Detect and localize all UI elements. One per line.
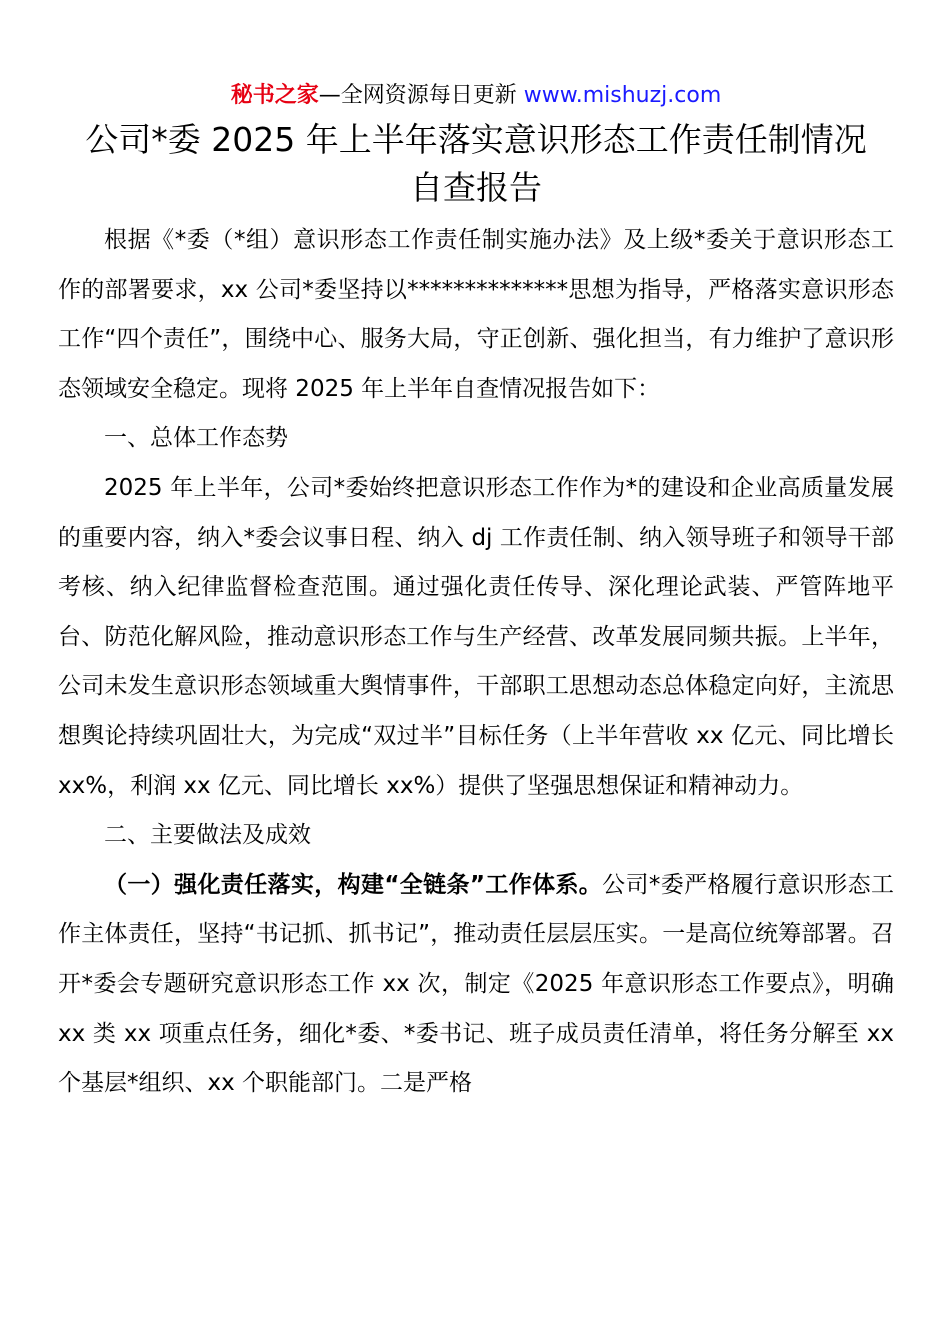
banner-tagline: —全网资源每日更新 xyxy=(318,83,524,108)
document-page xyxy=(58,78,894,1109)
document-title xyxy=(58,116,894,212)
title-line-2: 自查报告 xyxy=(410,168,542,207)
banner-brand: 秘书之家 xyxy=(230,83,319,108)
title-line-1: 公司*委 2025 年上半年落实意识形态工作责任制情况 xyxy=(85,120,867,159)
section-2-heading: 二、主要做法及成效 xyxy=(104,822,311,849)
banner-site-link[interactable]: www.mishuzj.com xyxy=(523,83,722,108)
intro-paragraph: 根据《*委（*组）意识形态工作责任制实施办法》及上级*委关于意识形态工作的部署要求，xx 公司*委坚持以**************思想为指导，严格落实意识形态工作“四个责任”，围绕中心、服务大局，守正创新、强化担当，有力维护了意识形态领域安全稳定。现将 2025 年上半年自查情况报告如下： xyxy=(58,227,894,402)
subsection-1-paragraph xyxy=(58,861,894,1109)
section-1-body: 2025 年上半年，公司*委始终把意识形态工作作为*的建设和企业高质量发展的重要内容，纳入*委会议事日程、纳入 dj 工作责任制、纳入领导班子和领导干部考核、纳入纪律监督检查范围。通过强化责任传导、深化理论武装、严管阵地平台、防范化解风险，推动意识形态工作与生产经营、改革发展同频共振。上半年，公司未发生意识形态领域重大舆情事件，干部职工思想动态总体稳定向好，主流思想舆论持续巩固壮大，为完成“双过半”目标任务（上半年营收 xx 亿元、同比增长 xx%，利润 xx 亿元、同比增长 xx%）提供了坚强思想保证和精神动力。 xyxy=(58,474,894,799)
subsection-1-heading: （一）强化责任落实，构建“全链条”工作体系。 xyxy=(104,871,603,898)
subsection-1-body: 公司*委严格履行意识形态工作主体责任，坚持“书记抓、抓书记”，推动责任层层压实。一是高位统筹部署。召开*委会专题研究意识形态工作 xx 次，制定《2025 年意识形态工作要点》，明确 xx 类 xx 项重点任务，细化*委、*委书记、班子成员责任清单，将任务分解至 xx 个基层*组织、xx 个职能部门。二是严格 xyxy=(58,871,895,1097)
section-1-heading: 一、总体工作态势 xyxy=(104,425,288,452)
site-banner xyxy=(58,78,894,114)
